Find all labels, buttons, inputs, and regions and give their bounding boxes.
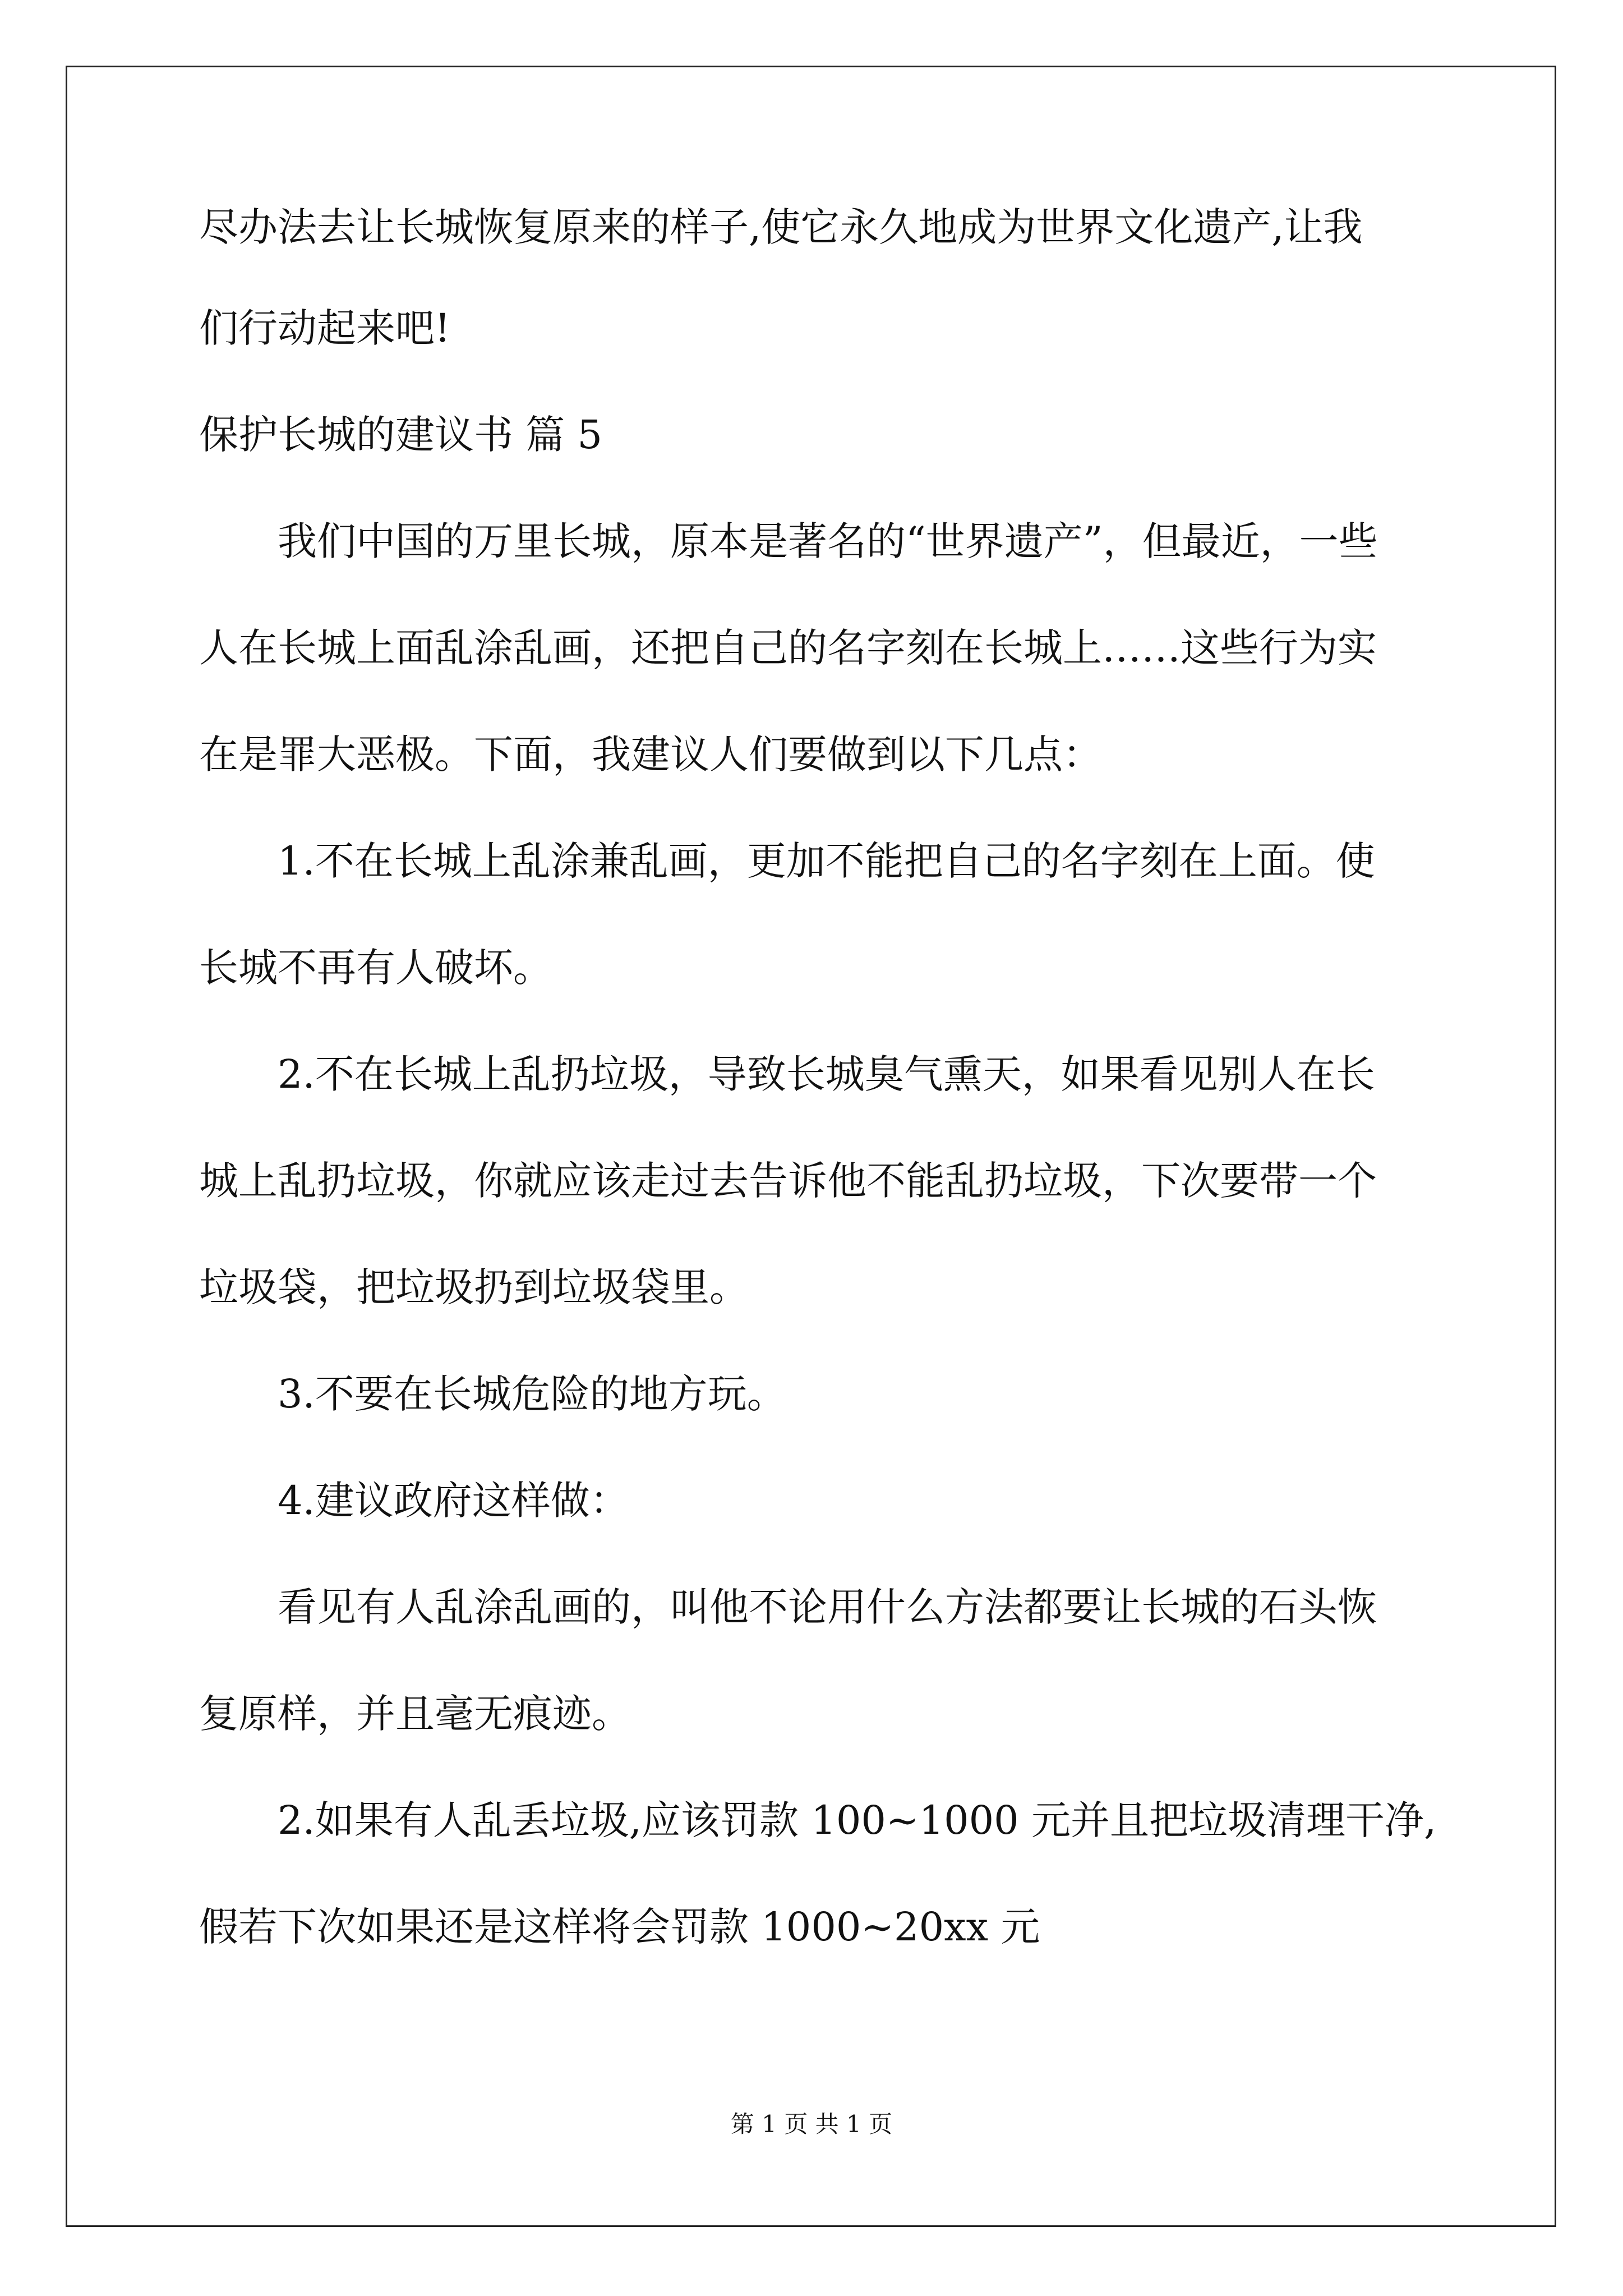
page-footer: 第 1 页 共 1 页	[730, 2110, 893, 2138]
list-item-line: 1.不在长城上乱涂兼乱画，更加不能把自己的名字刻在上面。使	[278, 838, 1375, 884]
paragraph-line: 在是罪大恶极。下面，我建议人们要做到以下几点：	[199, 731, 1102, 777]
list-item-line: 2.不在长城上乱扔垃圾，导致长城臭气熏天，如果看见别人在长	[278, 1051, 1375, 1097]
section-title: 保护长城的建议书 篇 5	[199, 412, 603, 458]
paragraph-line: 尽办法去让长城恢复原来的样子,使它永久地成为世界文化遗产,让我	[199, 204, 1363, 250]
list-item-line: 假若下次如果还是这样将会罚款 1000~20xx 元	[199, 1904, 1040, 1950]
list-item-line: 垃圾袋，把垃圾扔到垃圾袋里。	[199, 1264, 749, 1310]
list-item-line: 3.不要在长城危险的地方玩。	[278, 1371, 786, 1417]
list-item-line: 2.如果有人乱丢垃圾,应该罚款 100~1000 元并且把垃圾清理干净,	[278, 1797, 1437, 1843]
paragraph-line: 复原样，并且毫无痕迹。	[199, 1691, 631, 1737]
list-item-line: 长城不再有人破坏。	[199, 945, 552, 991]
list-item-line: 4.建议政府这样做：	[278, 1478, 629, 1524]
paragraph-line: 我们中国的万里长城，原本是著名的“世界遗产”，但最近，一些	[278, 518, 1378, 564]
paragraph-line: 人在长城上面乱涂乱画，还把自己的名字刻在长城上……这些行为实	[199, 625, 1377, 671]
list-item-line: 城上乱扔垃圾，你就应该走过去告诉他不能乱扔垃圾，下次要带一个	[199, 1158, 1377, 1204]
paragraph-line: 看见有人乱涂乱画的，叫他不论用什么方法都要让长城的石头恢	[278, 1584, 1377, 1630]
paragraph-line: 们行动起来吧!	[199, 305, 451, 351]
